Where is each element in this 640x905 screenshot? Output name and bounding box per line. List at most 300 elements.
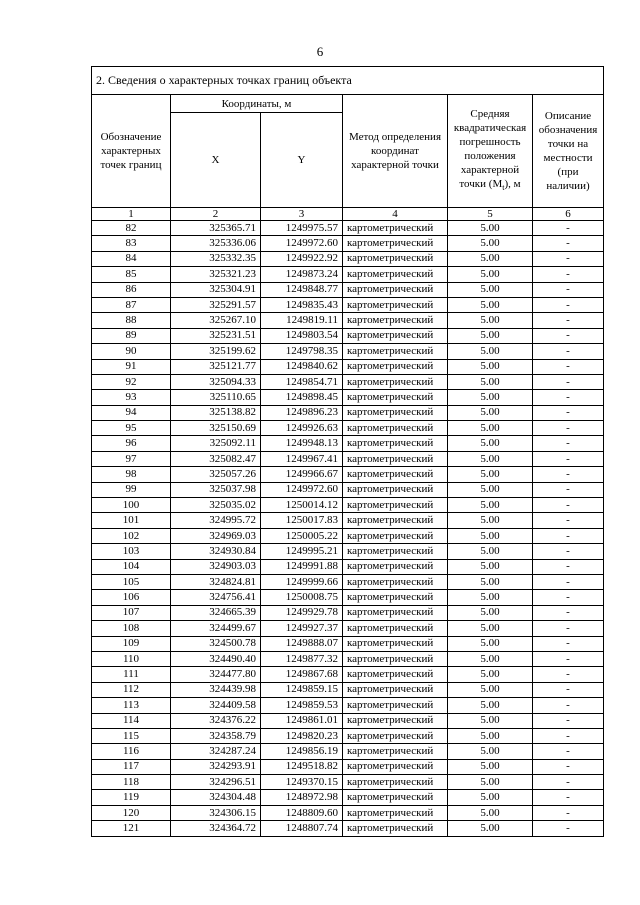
table-row (92, 590, 604, 605)
error-cell: 5.00 (448, 359, 533, 374)
y-coordinate-cell: 1249840.62 (261, 359, 343, 374)
y-coordinate-cell: 1249861.01 (261, 713, 343, 728)
y-coordinate-cell: 1248972.98 (261, 790, 343, 805)
description-cell: - (533, 744, 604, 759)
x-coordinate-cell: 324995.72 (171, 513, 261, 528)
y-coordinate-cell: 1249972.60 (261, 482, 343, 497)
description-cell: - (533, 482, 604, 497)
x-coordinate-cell: 324824.81 (171, 574, 261, 589)
description-cell: - (533, 667, 604, 682)
table-row (92, 559, 604, 574)
point-id-cell: 108 (92, 621, 171, 636)
table-row (92, 759, 604, 774)
method-cell: картометрический (343, 451, 448, 466)
table-row (92, 651, 604, 666)
column-number-row (92, 208, 604, 221)
table-row (92, 621, 604, 636)
x-coordinate-cell: 325082.47 (171, 451, 261, 466)
error-cell: 5.00 (448, 574, 533, 589)
method-cell: картометрический (343, 728, 448, 743)
method-cell: картометрический (343, 498, 448, 513)
table-row (92, 221, 604, 236)
error-cell: 5.00 (448, 728, 533, 743)
x-coordinate-cell: 324477.80 (171, 667, 261, 682)
method-cell: картометрический (343, 682, 448, 697)
error-cell: 5.00 (448, 559, 533, 574)
y-coordinate-cell: 1248807.74 (261, 821, 343, 836)
x-coordinate-cell: 325199.62 (171, 344, 261, 359)
y-coordinate-cell: 1249888.07 (261, 636, 343, 651)
table-row (92, 744, 604, 759)
y-coordinate-cell: 1249867.68 (261, 667, 343, 682)
point-id-cell: 91 (92, 359, 171, 374)
error-cell: 5.00 (448, 528, 533, 543)
method-cell: картометрический (343, 651, 448, 666)
header-method: Метод определения координат характерной точки (343, 95, 448, 208)
x-coordinate-cell: 324409.58 (171, 698, 261, 713)
method-cell: картометрический (343, 559, 448, 574)
description-cell: - (533, 390, 604, 405)
description-cell: - (533, 251, 604, 266)
point-id-cell: 88 (92, 313, 171, 328)
method-cell: картометрический (343, 267, 448, 282)
x-coordinate-cell: 324903.03 (171, 559, 261, 574)
error-cell: 5.00 (448, 513, 533, 528)
method-cell: картометрический (343, 821, 448, 836)
method-cell: картометрический (343, 436, 448, 451)
table-row (92, 728, 604, 743)
table-row (92, 605, 604, 620)
error-cell: 5.00 (448, 667, 533, 682)
error-cell: 5.00 (448, 482, 533, 497)
point-id-cell: 105 (92, 574, 171, 589)
header-mean-square-error (448, 95, 533, 208)
error-cell: 5.00 (448, 805, 533, 820)
x-coordinate-cell: 324304.48 (171, 790, 261, 805)
method-cell: картометрический (343, 605, 448, 620)
error-cell: 5.00 (448, 451, 533, 466)
y-coordinate-cell: 1249929.78 (261, 605, 343, 620)
y-coordinate-cell: 1250008.75 (261, 590, 343, 605)
description-cell: - (533, 590, 604, 605)
y-coordinate-cell: 1249898.45 (261, 390, 343, 405)
x-coordinate-cell: 324296.51 (171, 775, 261, 790)
point-id-cell: 102 (92, 528, 171, 543)
description-cell: - (533, 421, 604, 436)
x-coordinate-cell: 324293.91 (171, 759, 261, 774)
y-coordinate-cell: 1249896.23 (261, 405, 343, 420)
x-coordinate-cell: 324969.03 (171, 528, 261, 543)
y-coordinate-cell: 1249877.32 (261, 651, 343, 666)
description-cell: - (533, 790, 604, 805)
y-coordinate-cell: 1249948.13 (261, 436, 343, 451)
section-title: 2. Сведения о характерных точках границ объекта (92, 67, 604, 95)
description-cell: - (533, 682, 604, 697)
x-coordinate-cell: 325150.69 (171, 421, 261, 436)
x-coordinate-cell: 325035.02 (171, 498, 261, 513)
method-cell: картометрический (343, 390, 448, 405)
description-cell: - (533, 651, 604, 666)
point-id-cell: 119 (92, 790, 171, 805)
y-coordinate-cell: 1249835.43 (261, 297, 343, 312)
table-row (92, 636, 604, 651)
description-cell: - (533, 775, 604, 790)
y-coordinate-cell: 1249999.66 (261, 574, 343, 589)
table-row (92, 282, 604, 297)
point-id-cell: 93 (92, 390, 171, 405)
description-cell: - (533, 297, 604, 312)
x-coordinate-cell: 325094.33 (171, 374, 261, 389)
error-cell: 5.00 (448, 821, 533, 836)
table-row (92, 436, 604, 451)
table-row (92, 528, 604, 543)
x-coordinate-cell: 325365.71 (171, 221, 261, 236)
y-coordinate-cell: 1249370.15 (261, 775, 343, 790)
page-number: 6 (316, 44, 324, 59)
error-cell: 5.00 (448, 313, 533, 328)
table-body (92, 221, 604, 837)
error-cell: 5.00 (448, 713, 533, 728)
x-coordinate-cell: 324364.72 (171, 821, 261, 836)
y-coordinate-cell: 1249995.21 (261, 544, 343, 559)
error-cell: 5.00 (448, 744, 533, 759)
method-cell: картометрический (343, 251, 448, 266)
table-row (92, 374, 604, 389)
table-row (92, 482, 604, 497)
column-number: 4 (343, 208, 448, 221)
method-cell: картометрический (343, 636, 448, 651)
description-cell: - (533, 728, 604, 743)
point-id-cell: 89 (92, 328, 171, 343)
point-id-cell: 95 (92, 421, 171, 436)
x-coordinate-cell: 324930.84 (171, 544, 261, 559)
x-coordinate-cell: 325321.23 (171, 267, 261, 282)
method-cell: картометрический (343, 544, 448, 559)
point-id-cell: 82 (92, 221, 171, 236)
description-cell: - (533, 574, 604, 589)
point-id-cell: 113 (92, 698, 171, 713)
x-coordinate-cell: 325291.57 (171, 297, 261, 312)
y-coordinate-cell: 1249991.88 (261, 559, 343, 574)
point-id-cell: 90 (92, 344, 171, 359)
method-cell: картометрический (343, 421, 448, 436)
point-id-cell: 98 (92, 467, 171, 482)
error-cell: 5.00 (448, 436, 533, 451)
table-row (92, 344, 604, 359)
method-cell: картометрический (343, 482, 448, 497)
description-cell: - (533, 559, 604, 574)
error-cell: 5.00 (448, 790, 533, 805)
method-cell: картометрический (343, 359, 448, 374)
x-coordinate-cell: 325304.91 (171, 282, 261, 297)
point-id-cell: 120 (92, 805, 171, 820)
header-coordinates: Координаты, м (171, 95, 343, 113)
y-coordinate-cell: 1248809.60 (261, 805, 343, 820)
description-cell: - (533, 282, 604, 297)
y-coordinate-cell: 1249927.37 (261, 621, 343, 636)
x-coordinate-cell: 324306.15 (171, 805, 261, 820)
description-cell: - (533, 713, 604, 728)
x-coordinate-cell: 325121.77 (171, 359, 261, 374)
method-cell: картометрический (343, 744, 448, 759)
method-cell: картометрический (343, 221, 448, 236)
error-cell: 5.00 (448, 605, 533, 620)
x-coordinate-cell: 325037.98 (171, 482, 261, 497)
table-row (92, 451, 604, 466)
error-cell: 5.00 (448, 651, 533, 666)
method-cell: картометрический (343, 775, 448, 790)
y-coordinate-cell: 1249854.71 (261, 374, 343, 389)
table-row (92, 267, 604, 282)
y-coordinate-cell: 1249966.67 (261, 467, 343, 482)
point-id-cell: 121 (92, 821, 171, 836)
table-row (92, 359, 604, 374)
y-coordinate-cell: 1249975.57 (261, 221, 343, 236)
point-id-cell: 117 (92, 759, 171, 774)
x-coordinate-cell: 324500.78 (171, 636, 261, 651)
x-coordinate-cell: 325231.51 (171, 328, 261, 343)
table-row (92, 698, 604, 713)
x-coordinate-cell: 325138.82 (171, 405, 261, 420)
error-cell: 5.00 (448, 267, 533, 282)
description-cell: - (533, 236, 604, 251)
point-id-cell: 92 (92, 374, 171, 389)
point-id-cell: 110 (92, 651, 171, 666)
table-row (92, 775, 604, 790)
table-row (92, 236, 604, 251)
y-coordinate-cell: 1249803.54 (261, 328, 343, 343)
header-error-unit: ), м (504, 177, 521, 190)
method-cell: картометрический (343, 698, 448, 713)
point-id-cell: 99 (92, 482, 171, 497)
y-coordinate-cell: 1249518.82 (261, 759, 343, 774)
method-cell: картометрический (343, 713, 448, 728)
point-id-cell: 118 (92, 775, 171, 790)
error-cell: 5.00 (448, 282, 533, 297)
description-cell: - (533, 528, 604, 543)
column-number: 2 (171, 208, 261, 221)
table-row (92, 682, 604, 697)
column-number: 3 (261, 208, 343, 221)
method-cell: картометрический (343, 328, 448, 343)
point-id-cell: 94 (92, 405, 171, 420)
error-cell: 5.00 (448, 344, 533, 359)
table-row (92, 713, 604, 728)
error-cell: 5.00 (448, 467, 533, 482)
y-coordinate-cell: 1249820.23 (261, 728, 343, 743)
x-coordinate-cell: 325332.35 (171, 251, 261, 266)
description-cell: - (533, 605, 604, 620)
description-cell: - (533, 498, 604, 513)
table-row (92, 313, 604, 328)
x-coordinate-cell: 325336.06 (171, 236, 261, 251)
description-cell: - (533, 805, 604, 820)
description-cell: - (533, 513, 604, 528)
error-cell: 5.00 (448, 374, 533, 389)
description-cell: - (533, 328, 604, 343)
column-number: 6 (533, 208, 604, 221)
method-cell: картометрический (343, 513, 448, 528)
header-point-designation: Обозначение характерных точек границ (92, 95, 171, 208)
description-cell: - (533, 821, 604, 836)
point-id-cell: 111 (92, 667, 171, 682)
point-id-cell: 85 (92, 267, 171, 282)
table-row (92, 467, 604, 482)
column-number: 5 (448, 208, 533, 221)
point-id-cell: 114 (92, 713, 171, 728)
description-cell: - (533, 544, 604, 559)
description-cell: - (533, 221, 604, 236)
point-id-cell: 100 (92, 498, 171, 513)
description-cell: - (533, 621, 604, 636)
error-cell: 5.00 (448, 698, 533, 713)
description-cell: - (533, 374, 604, 389)
x-coordinate-cell: 325057.26 (171, 467, 261, 482)
method-cell: картометрический (343, 790, 448, 805)
method-cell: картометрический (343, 528, 448, 543)
point-id-cell: 109 (92, 636, 171, 651)
method-cell: картометрический (343, 344, 448, 359)
description-cell: - (533, 405, 604, 420)
table-row (92, 328, 604, 343)
description-cell: - (533, 313, 604, 328)
error-cell: 5.00 (448, 251, 533, 266)
point-id-cell: 104 (92, 559, 171, 574)
table-row (92, 421, 604, 436)
method-cell: картометрический (343, 236, 448, 251)
header-y: Y (261, 113, 343, 208)
error-cell: 5.00 (448, 405, 533, 420)
method-cell: картометрический (343, 313, 448, 328)
point-id-cell: 107 (92, 605, 171, 620)
y-coordinate-cell: 1249848.77 (261, 282, 343, 297)
x-coordinate-cell: 325110.65 (171, 390, 261, 405)
x-coordinate-cell: 324665.39 (171, 605, 261, 620)
method-cell: картометрический (343, 297, 448, 312)
error-cell: 5.00 (448, 544, 533, 559)
point-id-cell: 116 (92, 744, 171, 759)
point-id-cell: 106 (92, 590, 171, 605)
boundary-points-table (91, 66, 604, 837)
y-coordinate-cell: 1249873.24 (261, 267, 343, 282)
method-cell: картометрический (343, 405, 448, 420)
description-cell: - (533, 467, 604, 482)
y-coordinate-cell: 1249859.53 (261, 698, 343, 713)
y-coordinate-cell: 1249859.15 (261, 682, 343, 697)
description-cell: - (533, 759, 604, 774)
point-id-cell: 97 (92, 451, 171, 466)
error-cell: 5.00 (448, 621, 533, 636)
table-row (92, 513, 604, 528)
error-cell: 5.00 (448, 636, 533, 651)
table-row (92, 667, 604, 682)
table-row (92, 498, 604, 513)
error-cell: 5.00 (448, 682, 533, 697)
header-error-text: Средняя квадратическая погрешность положения характерной точки (M (453, 107, 527, 190)
y-coordinate-cell: 1249972.60 (261, 236, 343, 251)
error-cell: 5.00 (448, 236, 533, 251)
description-cell: - (533, 267, 604, 282)
method-cell: картометрический (343, 467, 448, 482)
error-cell: 5.00 (448, 297, 533, 312)
y-coordinate-cell: 1250014.12 (261, 498, 343, 513)
column-number: 1 (92, 208, 171, 221)
header-x: X (171, 113, 261, 208)
header-error-subscript: t (502, 183, 505, 193)
table-row (92, 544, 604, 559)
method-cell: картометрический (343, 282, 448, 297)
y-coordinate-cell: 1249967.41 (261, 451, 343, 466)
y-coordinate-cell: 1250017.83 (261, 513, 343, 528)
x-coordinate-cell: 325267.10 (171, 313, 261, 328)
y-coordinate-cell: 1249922.92 (261, 251, 343, 266)
error-cell: 5.00 (448, 328, 533, 343)
method-cell: картометрический (343, 621, 448, 636)
description-cell: - (533, 344, 604, 359)
description-cell: - (533, 436, 604, 451)
table-row (92, 405, 604, 420)
description-cell: - (533, 698, 604, 713)
point-id-cell: 112 (92, 682, 171, 697)
table-row (92, 805, 604, 820)
table-row (92, 574, 604, 589)
header-description: Описание обозначения точки на местности (при наличии) (533, 95, 604, 208)
table-row (92, 821, 604, 836)
method-cell: картометрический (343, 667, 448, 682)
error-cell: 5.00 (448, 775, 533, 790)
point-id-cell: 84 (92, 251, 171, 266)
description-cell: - (533, 636, 604, 651)
error-cell: 5.00 (448, 590, 533, 605)
table-row (92, 790, 604, 805)
point-id-cell: 83 (92, 236, 171, 251)
point-id-cell: 115 (92, 728, 171, 743)
error-cell: 5.00 (448, 390, 533, 405)
y-coordinate-cell: 1249856.19 (261, 744, 343, 759)
error-cell: 5.00 (448, 759, 533, 774)
point-id-cell: 101 (92, 513, 171, 528)
point-id-cell: 87 (92, 297, 171, 312)
table-row (92, 251, 604, 266)
x-coordinate-cell: 324756.41 (171, 590, 261, 605)
method-cell: картометрический (343, 805, 448, 820)
method-cell: картометрический (343, 374, 448, 389)
error-cell: 5.00 (448, 421, 533, 436)
description-cell: - (533, 451, 604, 466)
point-id-cell: 96 (92, 436, 171, 451)
method-cell: картометрический (343, 590, 448, 605)
table-row (92, 297, 604, 312)
x-coordinate-cell: 325092.11 (171, 436, 261, 451)
x-coordinate-cell: 324376.22 (171, 713, 261, 728)
x-coordinate-cell: 324287.24 (171, 744, 261, 759)
y-coordinate-cell: 1249819.11 (261, 313, 343, 328)
error-cell: 5.00 (448, 498, 533, 513)
table-row (92, 390, 604, 405)
x-coordinate-cell: 324439.98 (171, 682, 261, 697)
error-cell: 5.00 (448, 221, 533, 236)
x-coordinate-cell: 324490.40 (171, 651, 261, 666)
y-coordinate-cell: 1249926.63 (261, 421, 343, 436)
y-coordinate-cell: 1250005.22 (261, 528, 343, 543)
description-cell: - (533, 359, 604, 374)
y-coordinate-cell: 1249798.35 (261, 344, 343, 359)
x-coordinate-cell: 324358.79 (171, 728, 261, 743)
method-cell: картометрический (343, 759, 448, 774)
x-coordinate-cell: 324499.67 (171, 621, 261, 636)
method-cell: картометрический (343, 574, 448, 589)
point-id-cell: 103 (92, 544, 171, 559)
